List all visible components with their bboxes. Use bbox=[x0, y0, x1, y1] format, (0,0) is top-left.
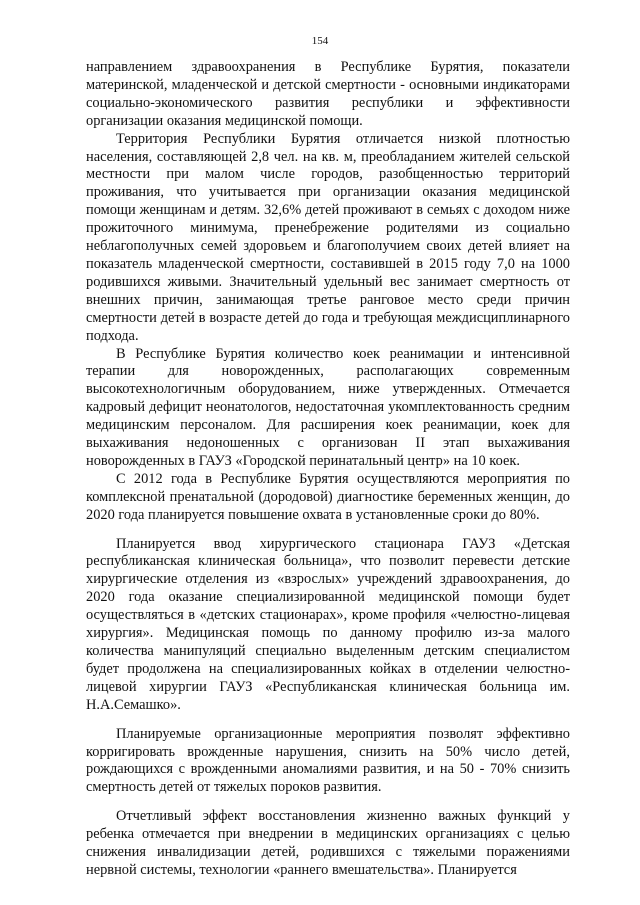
paragraph-organizational-measures: Планируемые организационные мероприятия позволят эффективно корригировать врожденные нарушения, снизить на 50% число детей, рождающихся с врожденными аномалиями развития, и на 50 - 70% снизить смертность детей от тяжелых пороков развития. bbox=[86, 725, 570, 796]
document-body bbox=[86, 59, 570, 880]
paragraph-surgical-hospital: Планируется ввод хирургического стационара ГАУЗ «Детская республиканская клиническая больница», что позволит перевести детские хирургические отделения из «взрослых» учреждений здравоохранения, до 2020 года оказание специализированной медицинской помощи будет осуществляться в «детских стационарах», кроме профиля «челюстно-лицевая хирургия». Медицинская помощь по данному профилю из-за малого количества манипуляций специально выделенным детским специалистом будет продолжена на специализированных койках в отделении челюстно-лицевой хирургии ГАУЗ «Республиканская клиническая больница им. Н.А.Семашко». bbox=[86, 535, 570, 713]
paragraph-early-intervention: Отчетливый эффект восстановления жизненно важных функций у ребенка отмечается при внедрении в медицинских организациях с целью снижения инвалидизации детей, родившихся с тяжелыми поражениями нервной системы, технологии «раннего вмешательства». Планируется bbox=[86, 808, 570, 878]
paragraph-territory: Территория Республики Бурятия отличается низкой плотностью населения, составляющей 2,8 чел. на кв. м, преобладанием жителей сельской местности при малом числе городов, разобщенностью территорий проживания, что учитывается при организации оказания медицинской помощи женщинам и детям. 32,6% детей проживают в семьях с доходом ниже прожиточного минимума, пренебрежение родителями из социально неблагополучных семей здоровьем и благополучием своих детей влияет на показатель младенческой смертности, составившей в 2015 году 7,0 на 1000 родившихся живыми. Значительный удельный вес занимает смертность от внешних причин, занимающая третье ранговое место среди причин смертности детей в возрасте детей до года и требующая междисциплинарного подхода. bbox=[86, 130, 570, 344]
paragraph-prenatal-diagnostics: С 2012 года в Республике Бурятия осуществляются мероприятия по комплексной пренатальной (дородовой) диагностике беременных женщин, до 2020 года планируется повышение охвата в установленные сроки до 80%. bbox=[86, 470, 570, 523]
paragraph-intensive-care: В Республике Бурятия количество коек реанимации и интенсивной терапии для новорожденных, располагающих современным высокотехнологичным оборудованием, ниже утвержденных. Отмечается кадровый дефицит неонатологов, недостаточная укомплектованность средним медицинским персоналом. Для расширения коек реанимации, коек для выхаживания недоношенных с организован II этап выхаживания новорожденных в ГАУЗ «Городской перинатальный центр» на 10 коек. bbox=[86, 345, 570, 469]
page-number: 154 bbox=[311, 35, 329, 47]
paragraph-continuation: направлением здравоохранения в Республике Бурятия, показатели материнской, младенческой и детской смертности - основными индикаторами социально-экономического развития республики и эффективности организации оказания медицинской помощи. bbox=[86, 59, 570, 129]
